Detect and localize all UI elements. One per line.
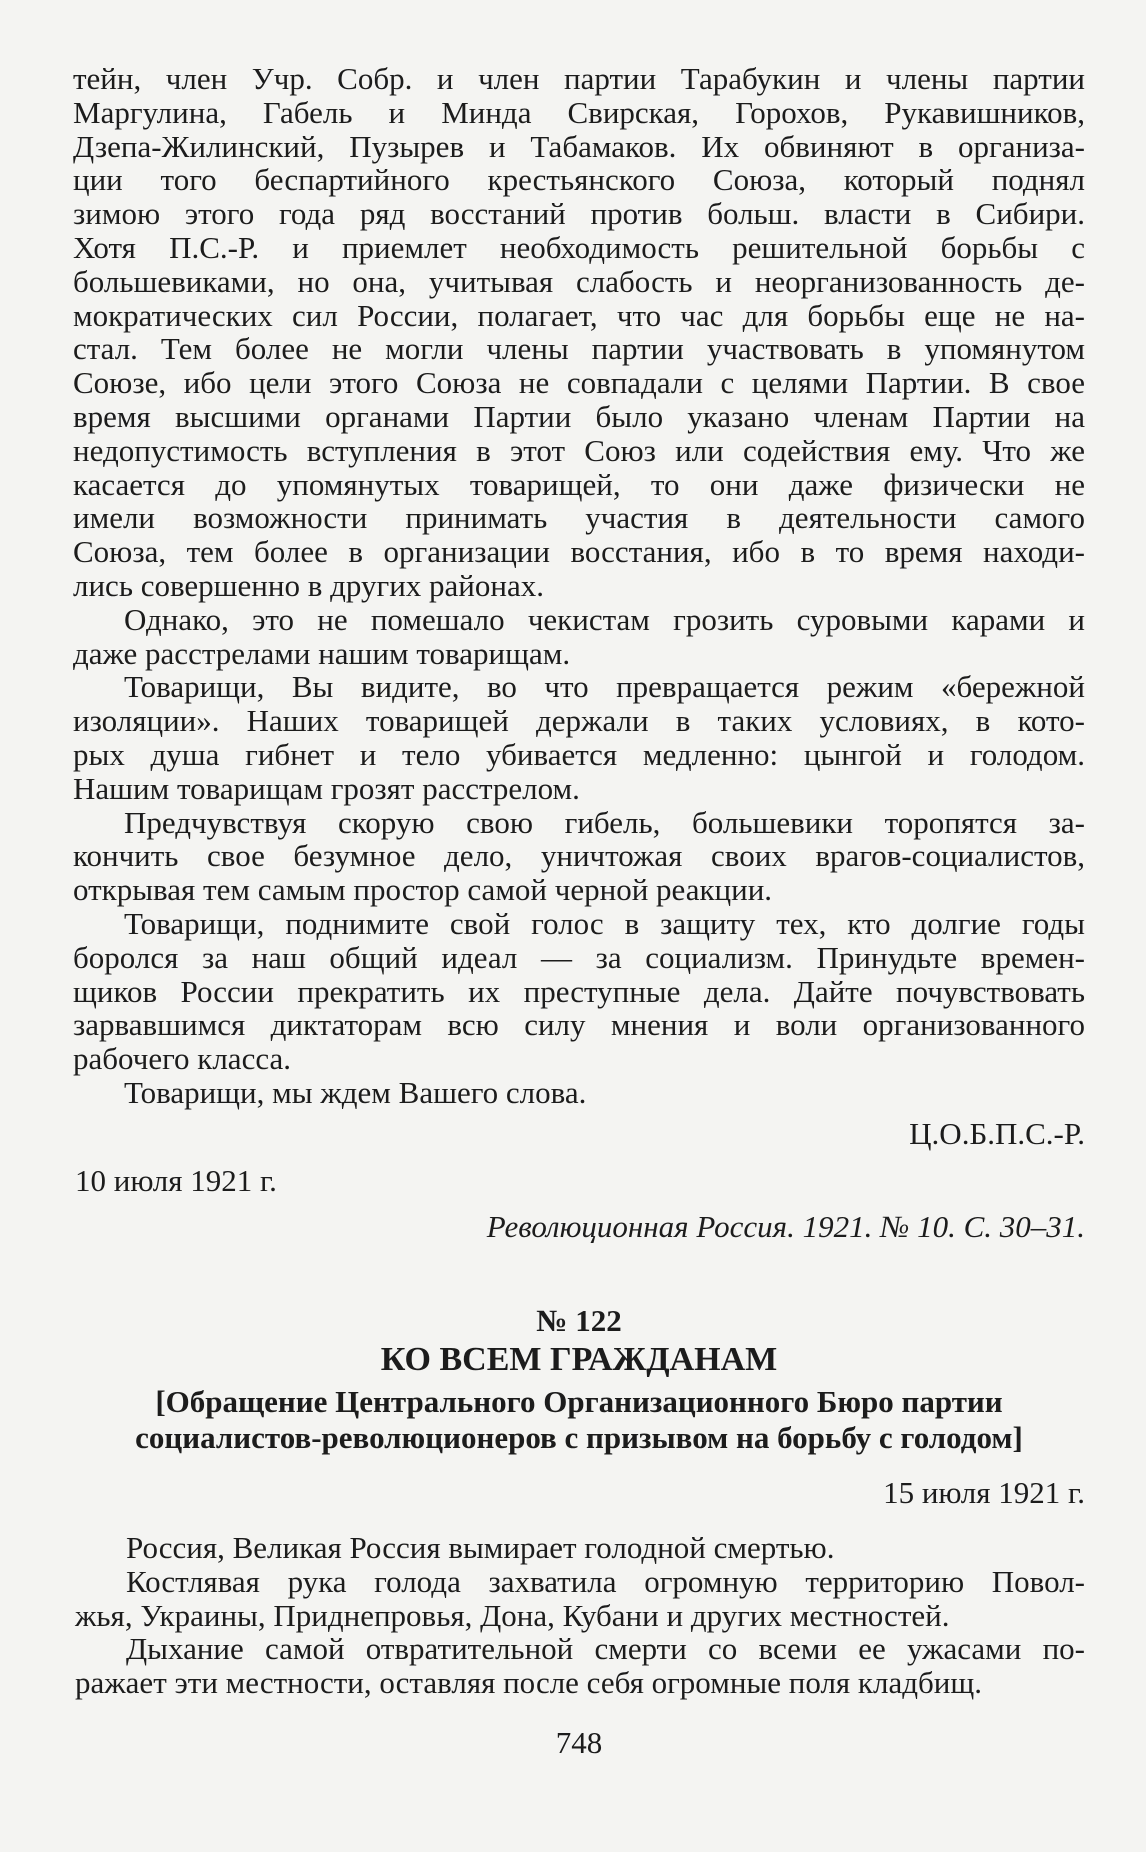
document-subtitle-line: социалистов-революционеров с призывом на борьбу с голодом] [135,1420,1023,1455]
text-line: недопустимость вступления в этот Союз или содействия ему. Что же [73,432,1085,468]
paragraph [73,603,1085,671]
text-line: рых душа гибнет и тело убивается медленно: цынгой и голодом. [73,736,1085,772]
text-line: Нашим товарищам грозят расстрелом. [73,770,580,806]
text-line: большевиками, но она, учитывая слабость и неорганизованность де- [73,263,1085,299]
source-citation: Революционная Россия. 1921. № 10. С. 30–31. [486,1209,1085,1244]
text-line: Союзе, ибо цели этого Союза не совпадали с целями Партии. В свое [73,365,1085,401]
text-line: изоляции». Наших товарищей держали в таких условиях, в кото- [73,703,1085,739]
document-title: КО ВСЕМ ГРАЖДАНАМ [380,1341,778,1378]
document-date: 10 июля 1921 г. [75,1163,277,1198]
paragraph [73,806,1085,907]
text-line: Предчувствуя скорую свою гибель, большевики торопятся за- [124,804,1085,840]
text-line: щиков России прекратить их преступные дела. Дайте почувствовать [73,973,1085,1009]
text-line: Однако, это не помешало чекистам грозить суровыми карами и [124,601,1085,637]
text-line: касается до упомянутых товарищей, то они даже физически не [73,466,1085,502]
page-number: 748 [555,1725,603,1760]
text-line: Россия, Великая Россия вымирает голодной смертью. [126,1530,835,1565]
paragraph [73,1076,1085,1110]
text-line: ражает эти местности, оставляя после себя огромные поля кладбищ. [75,1665,982,1701]
text-line: Товарищи, мы ждем Вашего слова. [124,1074,587,1110]
paragraph [73,670,1085,805]
document-body [75,1531,1085,1700]
paragraph [75,1531,1085,1565]
paragraph [75,1565,1085,1633]
text-line: Союза, тем более в организации восстания, ибо в то время находи- [73,534,1085,570]
text-line: жья, Украины, Приднепровья, Дона, Кубани и других местностей. [75,1597,950,1633]
text-line: тейн, член Учр. Собр. и член партии Тарабукин и члены партии [73,61,1085,96]
text-line: мократических сил России, полагает, что час для борьбы еще не на- [73,297,1085,333]
text-line: ции того беспартийного крестьянского Союза, который поднял [73,162,1085,198]
text-line: боролся за наш общий идеал — за социализм. Принудьте времен- [73,939,1085,975]
text-line: даже расстрелами нашим товарищам. [73,635,571,671]
text-line: время высшими органами Партии было указано членам Партии на [73,398,1085,434]
paragraph [73,907,1085,1076]
document-date: 15 июля 1921 г. [883,1475,1085,1510]
text-line: зарвавшимся диктаторам всю силу мнения и воли организованного [73,1007,1085,1043]
text-line: Костлявая рука голода захватила огромную территорию Повол- [126,1563,1085,1599]
signature: Ц.О.Б.П.С.-Р. [909,1116,1085,1151]
text-line: Товарищи, Вы видите, во что превращается режим «бережной [124,669,1085,705]
document-body-continued [73,62,1085,1110]
text-line: рабочего класса. [73,1041,291,1077]
text-line: Хотя П.С.-Р. и приемлет необходимость решительной борьбы с [73,229,1085,265]
text-line: Дзепа-Жилинский, Пузырев и Табамаков. Их обвиняют в организа- [73,128,1085,164]
text-line: открывая тем самым простор самой черной реакции. [73,872,773,908]
text-line: Товарищи, поднимите свой голос в защиту тех, кто долгие годы [124,905,1085,941]
text-line: зимою этого года ряд восстаний против больш. власти в Сибири. [73,196,1085,232]
text-line: стал. Тем более не могли члены партии участвовать в упомянутом [73,331,1085,367]
document-subtitle-line: [Обращение Центрального Организационного Бюро партии [155,1384,1003,1419]
text-line: кончить свое безумное дело, уничтожая своих врагов-социалистов, [73,838,1085,874]
paragraph [73,62,1085,603]
text-line: Маргулина, Габель и Минда Свирская, Горохов, Рукавишников, [73,94,1085,130]
text-line: Дыхание самой отвратительной смерти со всеми ее ужасами по- [126,1631,1085,1667]
text-line: имели возможности принимать участия в деятельности самого [73,500,1085,536]
text-line: лись совершенно в других районах. [73,567,544,603]
document-number: № 122 [536,1303,622,1338]
paragraph [75,1632,1085,1700]
